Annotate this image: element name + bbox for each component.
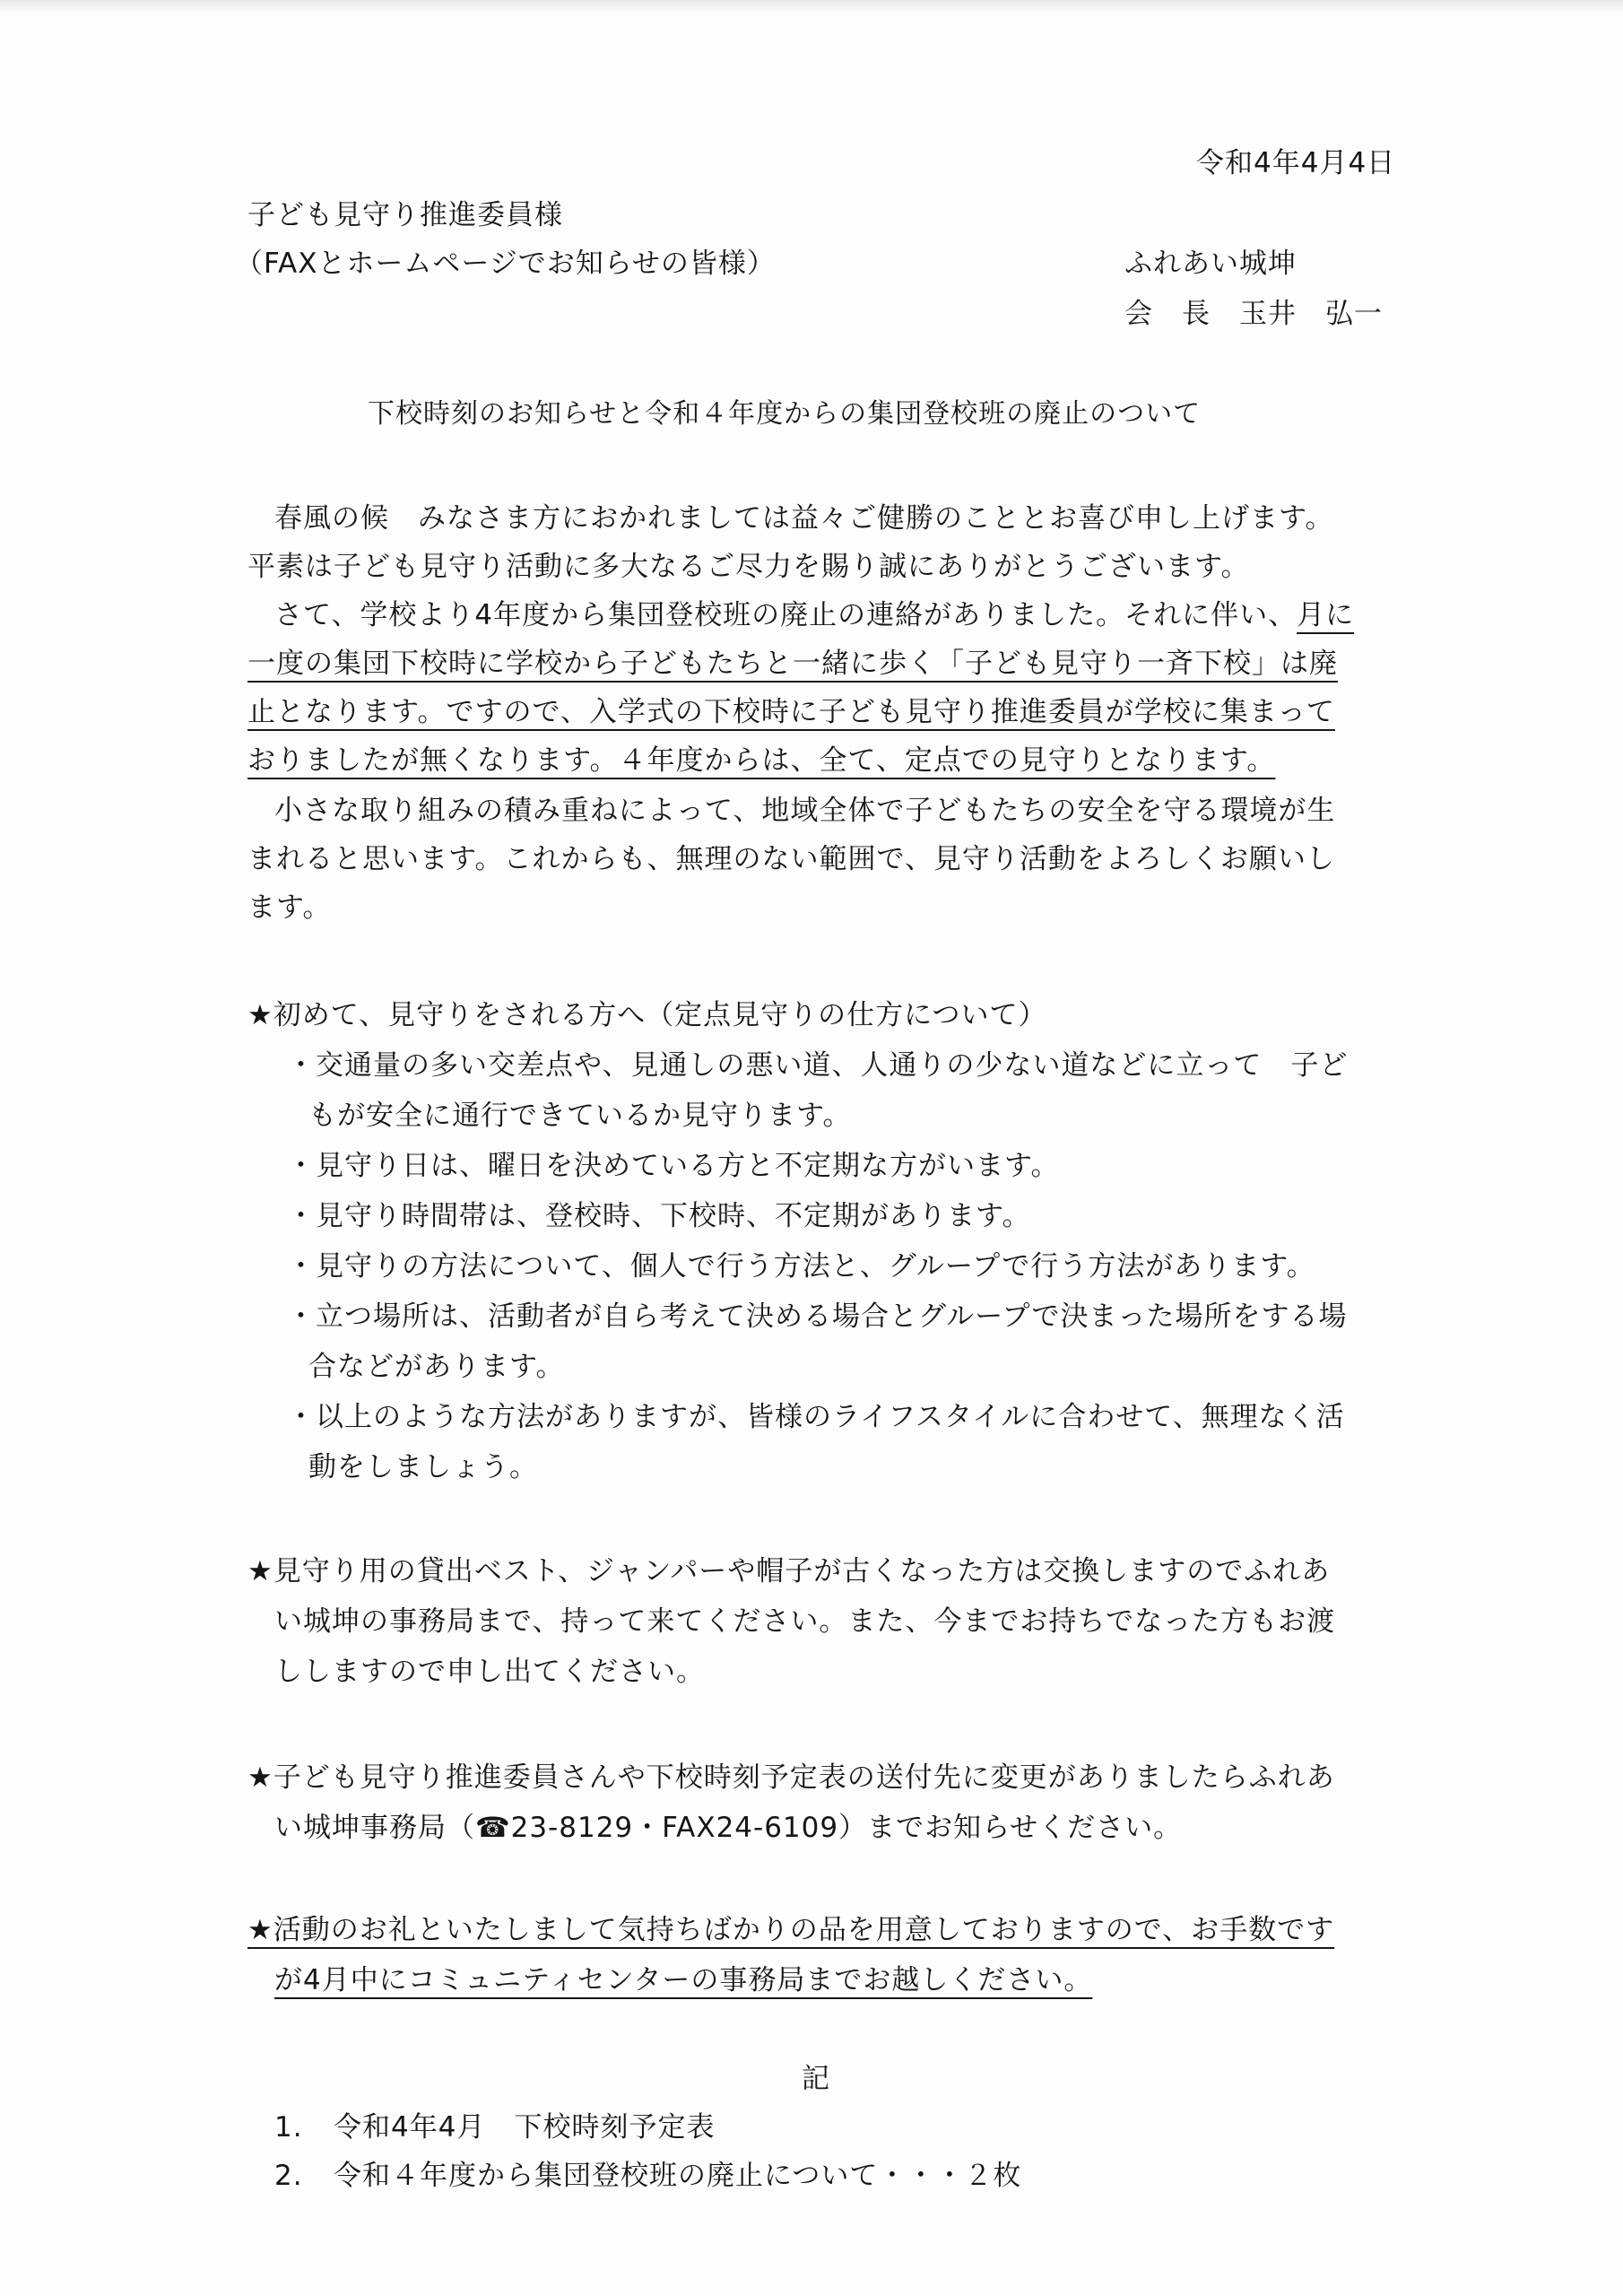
body-p2-line-1-plain: さて、学校より4年度から集団登校班の廃止の連絡がありました。それに伴い、 [274,599,1298,631]
section4-line-1: ★活動のお礼といたしまして気持ちばかりの品を用意しておりますので、お手数です [247,1914,1335,1946]
recipient-line-2: （FAXとホームページでお知らせの皆様） [235,248,776,280]
section1-bullet-5-line-1: ・立つ場所は、活動者が自ら考えて決める場合とグループで決まった場所をする場 [287,1300,1348,1333]
body-p3-line-1: 小さな取り組みの積み重ねによって、地域全体で子どもたちの安全を守る環境が生 [274,795,1336,827]
body-p2-line-2: 一度の集団下校時に学校から子どもたちと一緒に歩く「子ども見守り一斉下校」は廃 [247,648,1338,680]
scan-edge-shadow [0,0,1623,13]
section2-line-3: ししますので申し出てください。 [274,1656,705,1688]
sender-organization: ふれあい城坤 [1124,248,1297,280]
section1-heading: ★初めて、見守りをされる方へ（定点見守りの仕方について） [247,999,1047,1031]
document-title: 下校時刻のお知らせと令和４年度からの集団登校班の廃止のついて [368,398,1202,430]
enclosure-item-1-number: 1. [274,2111,303,2144]
enclosure-heading: 記 [802,2063,830,2095]
body-p1-line-2: 平素は子ども見守り活動に多大なるご尽力を賜り誠にありがとうございます。 [247,551,1250,583]
section1-bullet-2: ・見守り日は、曜日を決めている方と不定期な方がいます。 [287,1150,1060,1182]
enclosure-item-2-text: 令和４年度から集団登校班の廃止について・・・２枚 [334,2160,1022,2192]
section1-bullet-3: ・見守り時間帯は、登校時、下校時、不定期があります。 [287,1200,1031,1232]
section2-line-2: い城坤の事務局まで、持って来てください。また、今までお持ちでなった方もお渡 [274,1605,1336,1638]
sender-name: 会 長 玉井 弘一 [1124,298,1383,330]
enclosure-item-1-text: 令和4年4月 下校時刻予定表 [334,2111,716,2144]
section1-bullet-6-line-2: 動をしましょう。 [308,1451,538,1483]
section1-bullet-5-line-2: 合などがあります。 [308,1351,565,1383]
section3-line-1: ★子ども見守り推進委員さんや下校時刻予定表の送付先に変更がありましたらふれあ [247,1761,1335,1794]
recipient-line-1: 子ども見守り推進委員様 [247,199,563,231]
body-p3-line-3: ます。 [247,891,332,924]
section1-bullet-6-line-1: ・以上のような方法がありますが、皆様のライフスタイルに合わせて、無理なく活 [287,1401,1345,1433]
section2-line-1: ★見守り用の貸出ベスト、ジャンパーや帽子が古くなった方は交換しますのでふれあ [247,1555,1331,1587]
body-p2-line-3: 止となります。ですので、入学式の下校時に子ども見守り推進委員が学校に集まって [247,696,1335,728]
section3-line-2: い城坤事務局（☎23-8129・FAX24-6109）までお知らせください。 [274,1812,1183,1844]
section1-bullet-1-line-1: ・交通量の多い交差点や、見通しの悪い道、人通りの少ない道などに立って 子ど [287,1049,1349,1082]
body-p1-line-1: 春風の候 みなさま方におかれましては益々ご健勝のこととお喜び申し上げます。 [274,502,1334,535]
section1-bullet-1-line-2: もが安全に通行できているか見守ります。 [308,1100,852,1132]
body-p2-line-1 [274,596,1354,635]
section4-line-2: が4月中にコミュニティセンターの事務局までお越しください。 [274,1964,1093,1996]
body-p3-line-2: まれると思います。これからも、無理のない範囲で、見守り活動をよろしくお願いし [247,843,1335,875]
section1-bullet-4: ・見守りの方法について、個人で行う方法と、グループで行う方法があります。 [287,1250,1315,1283]
document-date: 令和4年4月4日 [1196,147,1396,179]
enclosure-item-2-number: 2. [274,2160,303,2192]
body-p2-line-1-underlined: 月に [1297,599,1355,631]
body-p2-line-4: おりましたが無くなります。４年度からは、全て、定点での見守りとなります。 [247,744,1276,777]
